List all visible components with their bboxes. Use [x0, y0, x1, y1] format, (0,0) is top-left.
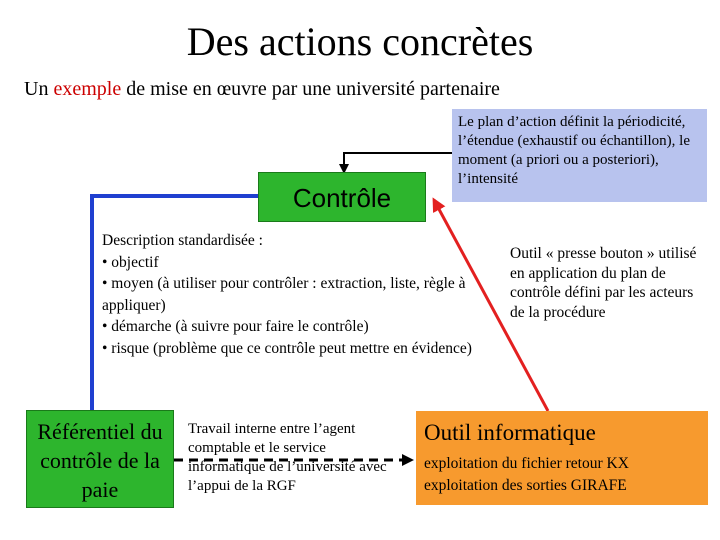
outil-informatique-box	[416, 411, 708, 505]
referentiel-line: paie	[81, 477, 119, 502]
description-line: • risque (problème que ce contrôle peut mettre en évidence)	[102, 339, 472, 357]
description-block	[102, 230, 497, 359]
referentiel-box	[26, 410, 174, 508]
description-line: • moyen (à utiliser pour contrôler : extraction, liste, règle à appliquer)	[102, 275, 466, 314]
outil-box-line: exploitation des sorties GIRAFE	[424, 477, 627, 494]
plan-info-box: Le plan d’action définit la périodicité, l’étendue (exhaustif ou échantillon), le moment (a priori ou a posteriori), l’intensité	[452, 109, 707, 202]
description-line: • objectif	[102, 253, 159, 271]
subtitle-highlight: exemple	[53, 78, 122, 100]
description-line: • démarche (à suivre pour faire le contrôle)	[102, 318, 369, 335]
outil-box-title: Outil informatique	[424, 420, 596, 445]
travail-text: Travail interne entre l’agent comptable et le service informatique de l’université avec l’appui de la RGF	[188, 421, 387, 494]
description-line: Description standardisée :	[102, 232, 263, 249]
subtitle-start: Un	[24, 78, 54, 100]
outil-box-line: exploitation du fichier retour KX	[424, 455, 629, 472]
outil-description: Outil « presse bouton » utilisé en application du plan de contrôle défini par les acteurs de la procédure	[510, 245, 697, 321]
controle-box: Contrôle	[258, 172, 426, 222]
referentiel-line: Référentiel du	[37, 419, 163, 444]
subtitle-end: de mise en œuvre par une université partenaire	[121, 78, 500, 100]
page-title: Des actions concrètes	[186, 19, 534, 64]
referentiel-line: contrôle de la	[40, 448, 160, 473]
info-to-controle-connector	[344, 153, 452, 172]
